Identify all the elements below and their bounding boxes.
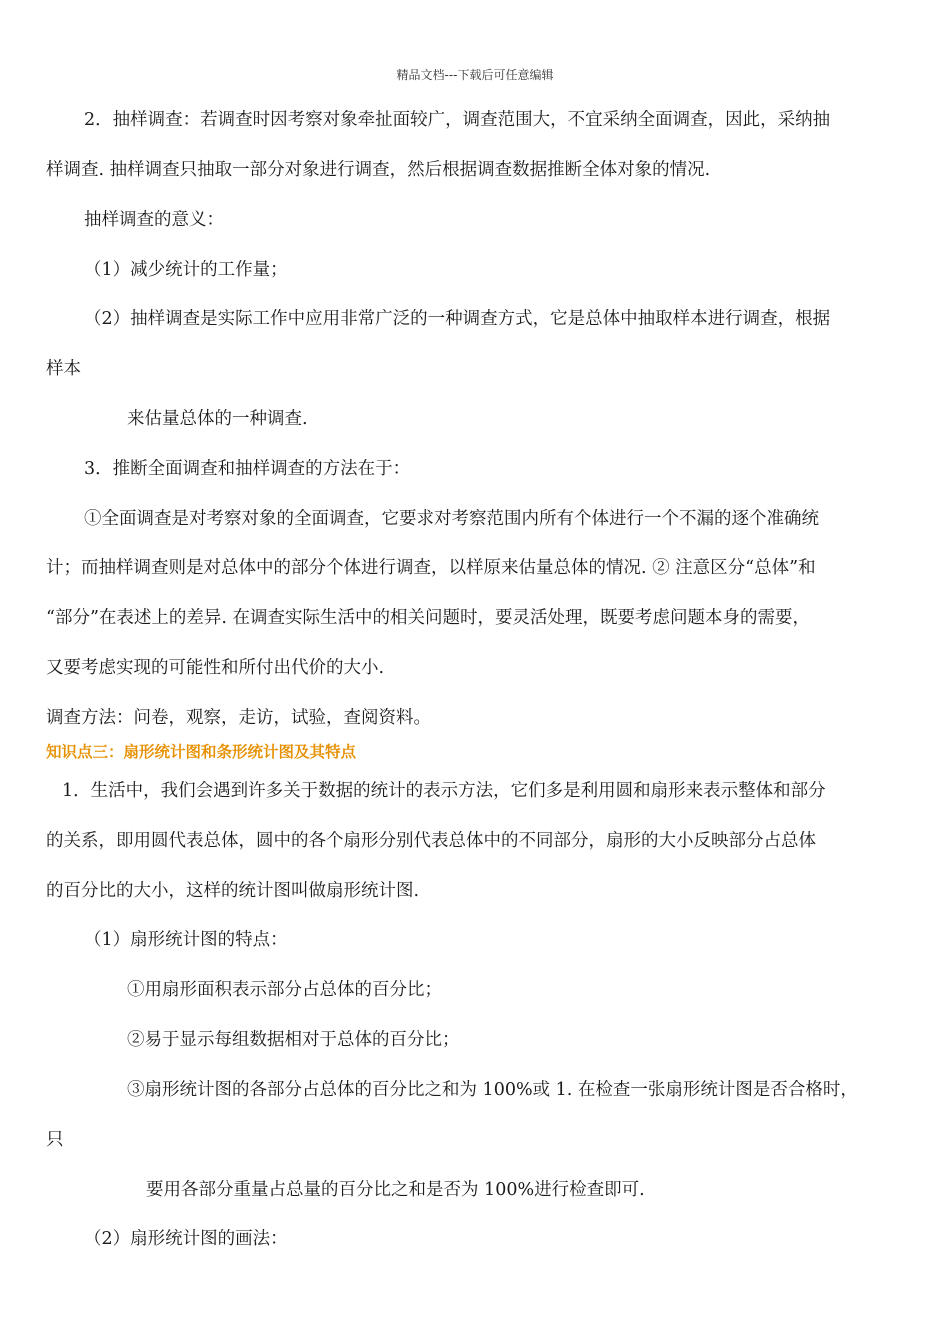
page-header: 精品文档---下载后可任意编辑 <box>396 68 554 82</box>
paragraph-line: 调查方法：问卷，观察，走访，试验，查阅资料。 <box>46 708 431 728</box>
paragraph-line: ③扇形统计图的各部分占总体的百分比之和为 100%或 1. 在检查一张扇形统计图是否合格时， <box>127 1080 858 1100</box>
paragraph-line: 来估量总体的一种调查. <box>127 409 308 429</box>
paragraph-line: （1）扇形统计图的特点： <box>84 930 288 950</box>
paragraph-line: 计；而抽样调查则是对总体中的部分个体进行调查，以样原来估量总体的情况. ② 注意区分“总体”和 <box>46 558 816 578</box>
section-heading: 知识点三：扇形统计图和条形统计图及其特点 <box>46 743 357 761</box>
paragraph-line: 样本 <box>46 359 81 379</box>
paragraph-line: 1．生活中，我们会遇到许多关于数据的统计的表示方法，它们多是利用圆和扇形来表示整体和部分 <box>62 781 826 801</box>
paragraph-line: （2）扇形统计图的画法： <box>84 1229 288 1249</box>
paragraph-line: 抽样调查的意义： <box>84 210 224 230</box>
paragraph-line: （1）减少统计的工作量； <box>84 260 288 280</box>
paragraph-line: 样调查. 抽样调查只抽取一部分对象进行调查，然后根据调查数据推断全体对象的情况. <box>46 160 711 180</box>
paragraph-line: ①用扇形面积表示部分占总体的百分比； <box>127 980 442 1000</box>
paragraph-line: 又要考虑实现的可能性和所付出代价的大小. <box>46 658 385 678</box>
paragraph-line: 2．抽样调查：若调查时因考察对象牵扯面较广，调查范围大，不宜采纳全面调查，因此，采纳抽 <box>84 110 831 130</box>
paragraph-line: 3．推断全面调查和抽样调查的方法在于： <box>84 459 411 479</box>
paragraph-line: ①全面调查是对考察对象的全面调查，它要求对考察范围内所有个体进行一个不漏的逐个准确统 <box>84 509 819 529</box>
paragraph-line: 只 <box>46 1130 64 1150</box>
paragraph-line: ②易于显示每组数据相对于总体的百分比； <box>127 1030 460 1050</box>
paragraph-line: 的百分比的大小，这样的统计图叫做扇形统计图. <box>46 881 420 901</box>
paragraph-line: 的关系，即用圆代表总体，圆中的各个扇形分别代表总体中的不同部分，扇形的大小反映部分占总体 <box>46 831 816 851</box>
paragraph-line: （2）抽样调查是实际工作中应用非常广泛的一种调查方式，它是总体中抽取样本进行调查，根据 <box>84 309 831 329</box>
paragraph-line: “部分”在表述上的差异. 在调查实际生活中的相关问题时，要灵活处理，既要考虑问题本身的需要， <box>46 608 811 628</box>
paragraph-line: 要用各部分重量占总量的百分比之和是否为 100%进行检查即可. <box>146 1180 645 1200</box>
